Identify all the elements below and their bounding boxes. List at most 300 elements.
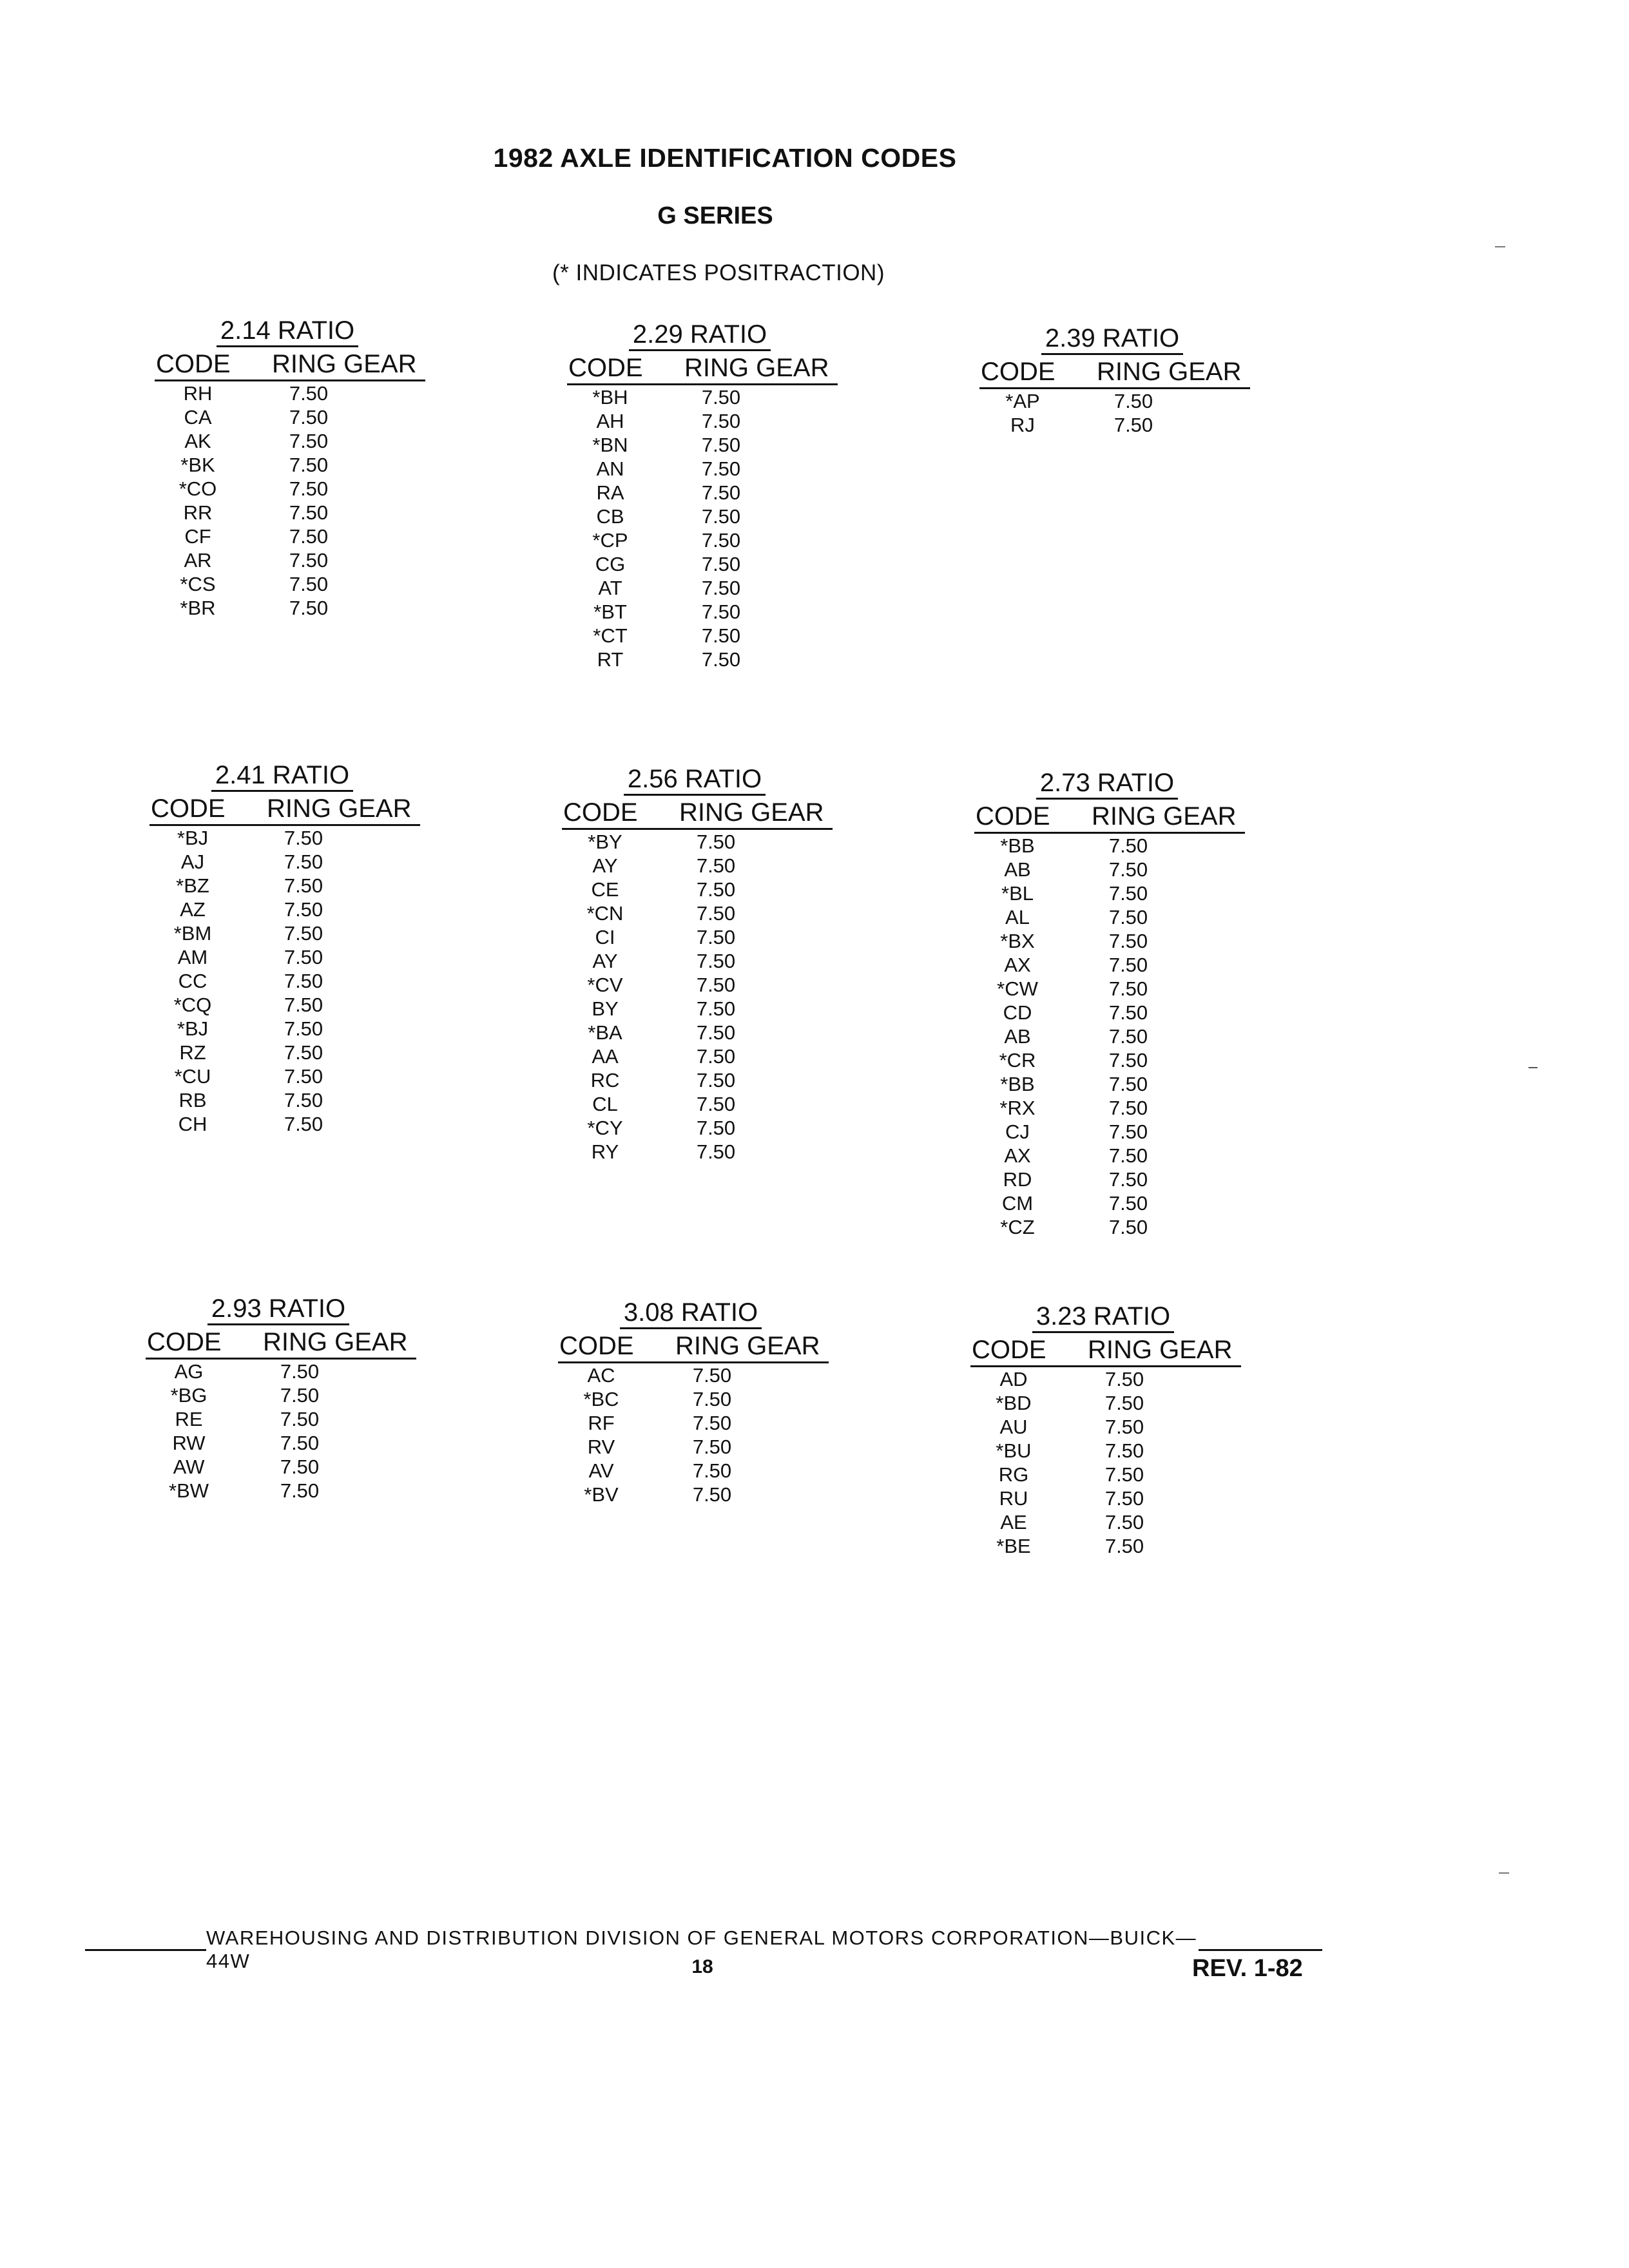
- table-row: [970, 1510, 1241, 1534]
- ratio-heading: 2.56 RATIO: [624, 764, 766, 796]
- table-row: [974, 1191, 1245, 1215]
- table-row: [558, 1459, 829, 1483]
- table-row: [155, 381, 425, 405]
- axle-code: *BT: [593, 601, 627, 623]
- table-row: [974, 1048, 1245, 1072]
- table-row: [970, 1391, 1241, 1415]
- ring-gear-value: 7.50: [284, 1065, 323, 1088]
- ring-gear-value: 7.50: [696, 1069, 736, 1091]
- table-row: [146, 1383, 416, 1407]
- axle-code: *RX: [999, 1097, 1036, 1119]
- scan-mark: [1528, 1067, 1537, 1068]
- axle-code: *CO: [178, 477, 217, 500]
- ring-gear-value: 7.50: [289, 477, 329, 500]
- axle-code: *BW: [169, 1479, 209, 1502]
- table-row: [562, 925, 833, 949]
- table-row: [155, 453, 425, 477]
- table-row: [562, 830, 833, 854]
- column-header: [562, 797, 833, 830]
- axle-code: AC: [587, 1364, 615, 1387]
- axle-code: *CZ: [1000, 1216, 1035, 1238]
- table-row: [146, 1360, 416, 1383]
- ring-gear-value: 7.50: [1104, 1439, 1144, 1462]
- table-row: [974, 1024, 1245, 1048]
- table-row: [146, 1431, 416, 1455]
- axle-code: *CV: [587, 974, 623, 996]
- code-header: CODE: [568, 354, 643, 382]
- ring-gear-value: 7.50: [692, 1364, 732, 1387]
- ring-gear-value: 7.50: [696, 1045, 736, 1068]
- ratio-table: [155, 316, 425, 620]
- table-row: [974, 1144, 1245, 1168]
- ring-gear-header: RING GEAR: [684, 354, 829, 382]
- ring-gear-value: 7.50: [1104, 1487, 1144, 1510]
- axle-code: RZ: [179, 1041, 206, 1064]
- ring-gear-value: 7.50: [289, 525, 329, 548]
- ring-gear-value: 7.50: [284, 946, 323, 968]
- table-row: [155, 501, 425, 524]
- ring-gear-value: 7.50: [289, 406, 329, 428]
- table-row: [558, 1363, 829, 1387]
- ring-gear-value: 7.50: [1108, 1049, 1148, 1072]
- table-row: [562, 1044, 833, 1068]
- axle-code: AX: [1004, 954, 1031, 976]
- ring-gear-value: 7.50: [1108, 930, 1148, 952]
- ring-gear-value: 7.50: [696, 1117, 736, 1139]
- ring-gear-value: 7.50: [701, 410, 741, 432]
- ring-gear-value: 7.50: [289, 549, 329, 572]
- ring-gear-value: 7.50: [701, 505, 741, 528]
- axle-code: CG: [595, 553, 626, 575]
- ring-gear-header: RING GEAR: [1088, 1336, 1233, 1364]
- table-row: [970, 1439, 1241, 1463]
- code-header: CODE: [972, 1336, 1046, 1364]
- axle-code: *BX: [1000, 930, 1035, 952]
- ring-gear-value: 7.50: [696, 997, 736, 1020]
- axle-code: AX: [1004, 1144, 1031, 1167]
- axle-code: RU: [999, 1487, 1028, 1510]
- ring-gear-value: 7.50: [280, 1384, 320, 1407]
- ring-gear-value: 7.50: [284, 1113, 323, 1135]
- table-row: [562, 973, 833, 997]
- axle-code: *CT: [593, 624, 628, 647]
- ring-gear-header: RING GEAR: [1097, 358, 1242, 386]
- ring-gear-value: 7.50: [1108, 1192, 1148, 1215]
- axle-code: *BA: [588, 1021, 622, 1044]
- ring-gear-value: 7.50: [289, 573, 329, 595]
- axle-code: RA: [596, 481, 624, 504]
- ring-gear-value: 7.50: [1104, 1392, 1144, 1414]
- table-row: [562, 901, 833, 925]
- axle-code: AU: [999, 1416, 1028, 1438]
- table-row: [155, 596, 425, 620]
- ring-gear-value: 7.50: [289, 501, 329, 524]
- axle-code: *BM: [173, 922, 212, 945]
- ring-gear-value: 7.50: [1108, 858, 1148, 881]
- table-row: [146, 1455, 416, 1479]
- axle-code: AY: [592, 950, 618, 972]
- axle-code: AR: [184, 549, 212, 572]
- axle-code: CD: [1003, 1001, 1032, 1024]
- table-row: [974, 858, 1245, 881]
- axle-code: CA: [184, 406, 212, 428]
- table-row: [970, 1486, 1241, 1510]
- axle-code: AK: [184, 430, 211, 452]
- ring-gear-value: 7.50: [1108, 882, 1148, 905]
- table-row: [974, 1001, 1245, 1024]
- axle-code: CB: [596, 505, 624, 528]
- page-number: 18: [691, 1956, 713, 1977]
- code-header: CODE: [563, 798, 638, 827]
- table-row: [567, 433, 838, 457]
- table-row: [562, 878, 833, 901]
- axle-code: AT: [598, 577, 622, 599]
- table-row: [567, 409, 838, 433]
- axle-code: AA: [592, 1045, 619, 1068]
- axle-code: RC: [590, 1069, 620, 1091]
- table-row: [562, 997, 833, 1021]
- footer-rule-left: [85, 1949, 206, 1951]
- ring-gear-value: 7.50: [692, 1388, 732, 1410]
- ratio-table: [149, 760, 420, 1136]
- axle-code: *CU: [174, 1065, 211, 1088]
- axle-code: RH: [183, 382, 213, 405]
- ring-gear-value: 7.50: [696, 831, 736, 853]
- axle-code: CH: [178, 1113, 207, 1135]
- ring-gear-value: 7.50: [696, 854, 736, 877]
- axle-code: *CS: [180, 573, 216, 595]
- ring-gear-header: RING GEAR: [679, 798, 824, 827]
- axle-code: *BJ: [177, 1017, 209, 1040]
- axle-code: *BC: [583, 1388, 619, 1410]
- axle-code: *BB: [1000, 834, 1035, 857]
- table-row: [567, 552, 838, 576]
- axle-code: AH: [596, 410, 624, 432]
- ring-gear-value: 7.50: [289, 597, 329, 619]
- ring-gear-value: 7.50: [701, 648, 741, 671]
- ratio-heading: 2.39 RATIO: [1041, 323, 1183, 355]
- column-header: [979, 356, 1250, 389]
- table-row: [562, 1116, 833, 1140]
- axle-code: AE: [1000, 1511, 1027, 1533]
- axle-code: AN: [596, 457, 624, 480]
- axle-code: *BY: [588, 831, 622, 853]
- ring-gear-value: 7.50: [701, 434, 741, 456]
- axle-code: CF: [184, 525, 211, 548]
- table-row: [567, 457, 838, 481]
- ring-gear-value: 7.50: [696, 902, 736, 925]
- axle-code: *BE: [996, 1535, 1031, 1557]
- axle-code: RD: [1003, 1168, 1032, 1191]
- ring-gear-value: 7.50: [692, 1483, 732, 1506]
- code-header: CODE: [156, 350, 231, 378]
- table-row: [567, 481, 838, 505]
- table-row: [149, 850, 420, 874]
- table-row: [562, 1068, 833, 1092]
- scan-mark: [1495, 246, 1505, 247]
- ring-gear-value: 7.50: [701, 624, 741, 647]
- ring-gear-header: RING GEAR: [267, 794, 412, 823]
- ring-gear-value: 7.50: [1104, 1368, 1144, 1390]
- table-row: [970, 1367, 1241, 1391]
- table-row: [567, 600, 838, 624]
- axle-code: CC: [178, 970, 207, 992]
- table-row: [974, 905, 1245, 929]
- table-row: [146, 1407, 416, 1431]
- axle-code: *BV: [584, 1483, 619, 1506]
- table-row: [562, 854, 833, 878]
- table-row: [567, 505, 838, 528]
- axle-code: *BZ: [176, 874, 209, 897]
- table-row: [979, 389, 1250, 413]
- axle-code: AY: [592, 854, 618, 877]
- ring-gear-value: 7.50: [696, 878, 736, 901]
- column-header: [146, 1327, 416, 1360]
- ring-gear-value: 7.50: [284, 827, 323, 849]
- footer-text: WAREHOUSING AND DISTRIBUTION DIVISION OF GENERAL MOTORS CORPORATION—BUICK—44W: [206, 1927, 1197, 1972]
- code-header: CODE: [151, 794, 226, 823]
- ring-gear-value: 7.50: [1108, 977, 1148, 1000]
- ring-gear-value: 7.50: [696, 1140, 736, 1163]
- axle-code: *CW: [997, 977, 1038, 1000]
- axle-code: CE: [591, 878, 619, 901]
- table-row: [974, 1120, 1245, 1144]
- table-row: [562, 1140, 833, 1164]
- table-row: [558, 1435, 829, 1459]
- axle-code: AG: [174, 1360, 204, 1383]
- table-row: [970, 1534, 1241, 1558]
- column-header: [970, 1334, 1241, 1367]
- ratio-heading: 3.23 RATIO: [1032, 1302, 1174, 1333]
- table-row: [149, 993, 420, 1017]
- code-header: CODE: [976, 802, 1050, 831]
- column-header: [567, 352, 838, 385]
- table-row: [567, 528, 838, 552]
- ring-gear-value: 7.50: [1104, 1416, 1144, 1438]
- axle-code: RJ: [1010, 414, 1035, 436]
- ring-gear-value: 7.50: [1104, 1463, 1144, 1486]
- page-title: 1982 AXLE IDENTIFICATION CODES: [493, 143, 957, 173]
- ring-gear-value: 7.50: [289, 430, 329, 452]
- axle-code: *BK: [180, 454, 215, 476]
- axle-code: CM: [1001, 1192, 1034, 1215]
- ring-gear-value: 7.50: [1108, 1097, 1148, 1119]
- ring-gear-value: 7.50: [1108, 1073, 1148, 1095]
- ring-gear-value: 7.50: [289, 454, 329, 476]
- axle-code: *BB: [1000, 1073, 1035, 1095]
- ring-gear-value: 7.50: [280, 1479, 320, 1502]
- axle-code: CL: [592, 1093, 618, 1115]
- series-heading: G SERIES: [657, 202, 773, 229]
- ring-gear-value: 7.50: [1108, 1120, 1148, 1143]
- axle-code: AZ: [180, 898, 206, 921]
- ring-gear-value: 7.50: [289, 382, 329, 405]
- axle-code: RV: [587, 1436, 615, 1458]
- ratio-heading: 3.08 RATIO: [620, 1298, 762, 1329]
- revision-label: REV. 1-82: [1192, 1955, 1303, 1982]
- ring-gear-value: 7.50: [284, 874, 323, 897]
- ring-gear-value: 7.50: [284, 970, 323, 992]
- table-row: [155, 477, 425, 501]
- axle-code: *CR: [999, 1049, 1036, 1072]
- axle-code: *BU: [996, 1439, 1032, 1462]
- axle-code: *BL: [1001, 882, 1034, 905]
- table-row: [149, 1088, 420, 1112]
- ratio-heading: 2.73 RATIO: [1036, 768, 1178, 800]
- axle-code: RW: [172, 1432, 206, 1454]
- table-row: [149, 898, 420, 921]
- ring-gear-value: 7.50: [284, 850, 323, 873]
- axle-code: CJ: [1005, 1120, 1030, 1143]
- ring-gear-value: 7.50: [280, 1432, 320, 1454]
- ring-gear-value: 7.50: [1113, 414, 1153, 436]
- table-row: [979, 413, 1250, 437]
- axle-code: *BD: [996, 1392, 1032, 1414]
- ring-gear-value: 7.50: [1108, 906, 1148, 928]
- ring-gear-value: 7.50: [1108, 1168, 1148, 1191]
- table-row: [558, 1411, 829, 1435]
- code-header: CODE: [147, 1328, 222, 1356]
- ratio-heading: 2.29 RATIO: [629, 320, 771, 351]
- ring-gear-value: 7.50: [1104, 1511, 1144, 1533]
- table-row: [149, 1064, 420, 1088]
- table-row: [562, 1092, 833, 1116]
- ratio-heading: 2.14 RATIO: [217, 316, 358, 347]
- footer-rule-right: [1199, 1949, 1322, 1951]
- ring-gear-value: 7.50: [696, 974, 736, 996]
- table-row: [155, 524, 425, 548]
- ratio-heading: 2.93 RATIO: [207, 1294, 349, 1325]
- axle-code: AV: [588, 1459, 614, 1482]
- axle-code: AJ: [180, 850, 205, 873]
- axle-code: RF: [588, 1412, 615, 1434]
- table-row: [974, 953, 1245, 977]
- table-row: [149, 969, 420, 993]
- axle-code: RR: [183, 501, 213, 524]
- ring-gear-value: 7.50: [284, 1017, 323, 1040]
- axle-code: AW: [173, 1456, 205, 1478]
- ring-gear-value: 7.50: [692, 1412, 732, 1434]
- table-row: [567, 648, 838, 671]
- ring-gear-value: 7.50: [280, 1360, 320, 1383]
- ring-gear-value: 7.50: [701, 481, 741, 504]
- ring-gear-value: 7.50: [692, 1436, 732, 1458]
- ring-gear-value: 7.50: [701, 577, 741, 599]
- table-row: [155, 429, 425, 453]
- ring-gear-value: 7.50: [284, 898, 323, 921]
- ratio-table: [146, 1294, 416, 1503]
- ring-gear-value: 7.50: [1108, 1216, 1148, 1238]
- ratio-table: [567, 320, 838, 671]
- column-header: [974, 801, 1245, 834]
- ring-gear-value: 7.50: [1108, 954, 1148, 976]
- table-row: [974, 1168, 1245, 1191]
- axle-code: RE: [175, 1408, 203, 1430]
- axle-code: *CY: [587, 1117, 623, 1139]
- table-row: [149, 874, 420, 898]
- positraction-note: (* INDICATES POSITRACTION): [552, 260, 885, 285]
- table-row: [562, 1021, 833, 1044]
- ring-gear-value: 7.50: [1108, 1144, 1148, 1167]
- ring-gear-value: 7.50: [1108, 1025, 1148, 1048]
- axle-code: RY: [591, 1140, 619, 1163]
- axle-code: CI: [595, 926, 615, 948]
- ratio-table: [562, 764, 833, 1164]
- table-row: [567, 385, 838, 409]
- ring-gear-value: 7.50: [696, 950, 736, 972]
- axle-code: *BJ: [177, 827, 209, 849]
- axle-code: *BN: [592, 434, 628, 456]
- scan-mark: [1499, 1872, 1509, 1874]
- table-row: [974, 977, 1245, 1001]
- table-row: [155, 548, 425, 572]
- table-row: [974, 881, 1245, 905]
- axle-code: AB: [1004, 1025, 1031, 1048]
- axle-code: *CN: [586, 902, 624, 925]
- table-row: [974, 1215, 1245, 1239]
- ring-gear-value: 7.50: [1104, 1535, 1144, 1557]
- axle-code: *BG: [170, 1384, 207, 1407]
- ring-gear-value: 7.50: [701, 386, 741, 408]
- axle-code: AD: [999, 1368, 1028, 1390]
- table-row: [149, 826, 420, 850]
- axle-code: RB: [178, 1089, 207, 1111]
- ring-gear-value: 7.50: [1108, 834, 1148, 857]
- ring-gear-value: 7.50: [701, 529, 741, 552]
- axle-code: *AP: [1005, 390, 1040, 412]
- table-row: [567, 624, 838, 648]
- table-row: [146, 1479, 416, 1503]
- ring-gear-value: 7.50: [284, 1041, 323, 1064]
- table-row: [149, 1112, 420, 1136]
- ring-gear-header: RING GEAR: [1092, 802, 1237, 831]
- ring-gear-value: 7.50: [696, 926, 736, 948]
- ring-gear-value: 7.50: [696, 1093, 736, 1115]
- ring-gear-value: 7.50: [701, 553, 741, 575]
- table-row: [149, 1017, 420, 1041]
- column-header: [155, 349, 425, 381]
- table-row: [149, 945, 420, 969]
- table-row: [149, 921, 420, 945]
- table-row: [567, 576, 838, 600]
- ring-gear-value: 7.50: [280, 1456, 320, 1478]
- column-header: [149, 793, 420, 826]
- axle-code: AM: [177, 946, 208, 968]
- code-header: CODE: [981, 358, 1055, 386]
- axle-code: AL: [1005, 906, 1030, 928]
- table-row: [562, 949, 833, 973]
- table-row: [974, 929, 1245, 953]
- axle-code: RG: [998, 1463, 1029, 1486]
- table-row: [974, 1096, 1245, 1120]
- table-row: [558, 1387, 829, 1411]
- table-row: [974, 834, 1245, 858]
- ratio-table: [979, 323, 1250, 437]
- ring-gear-value: 7.50: [692, 1459, 732, 1482]
- axle-code: *BH: [592, 386, 628, 408]
- ratio-table: [970, 1302, 1241, 1558]
- axle-code: *BR: [180, 597, 216, 619]
- ring-gear-header: RING GEAR: [675, 1332, 820, 1360]
- axle-code: BY: [592, 997, 619, 1020]
- code-header: CODE: [559, 1332, 634, 1360]
- ratio-table: [558, 1298, 829, 1506]
- table-row: [155, 572, 425, 596]
- ring-gear-value: 7.50: [701, 457, 741, 480]
- axle-code: RT: [597, 648, 624, 671]
- table-row: [970, 1463, 1241, 1486]
- ring-gear-value: 7.50: [284, 994, 323, 1016]
